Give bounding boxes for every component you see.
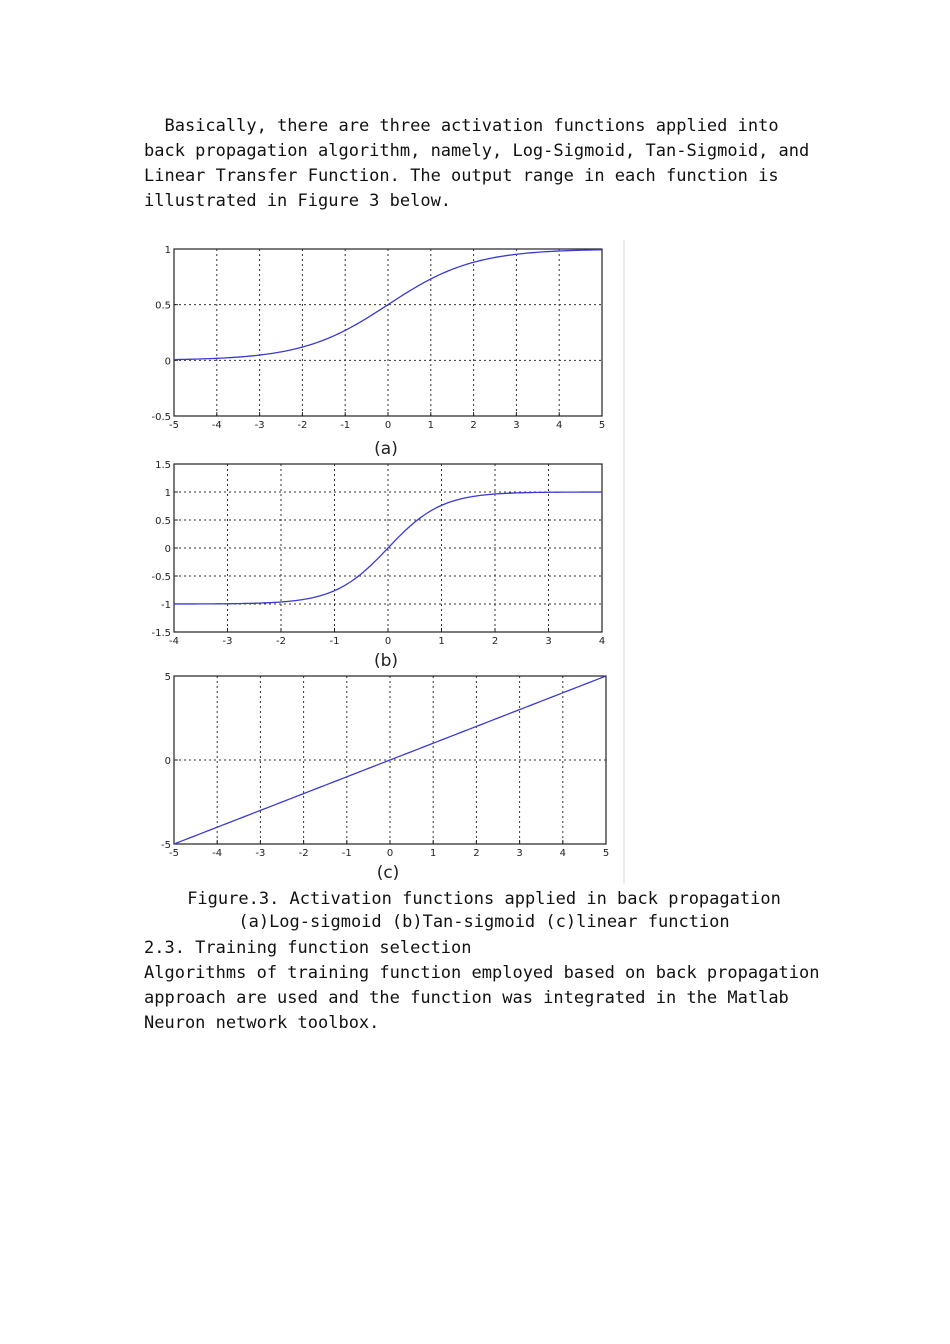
intro-paragraph: Basically, there are three activation functions applied into back propagation algorithm, namely, Log-Sigmoid, Tan-Sigmoid, and Linear Transfer Function. The output range in each function is illustrated in Figure 3 below. [144, 116, 820, 211]
x-tick-label: -2 [298, 848, 309, 859]
data-point [441, 505, 443, 507]
y-tick-label: 1 [164, 488, 171, 499]
y-tick-label: -1.5 [151, 628, 171, 639]
data-point [548, 491, 550, 493]
data-point [430, 278, 432, 280]
x-tick-label: 4 [556, 420, 563, 431]
data-point [216, 358, 218, 360]
y-tick-label: 5 [164, 672, 171, 683]
x-tick-label: -1 [340, 420, 351, 431]
x-tick-label: -2 [276, 636, 286, 647]
panel-sublabel: (b) [373, 651, 399, 671]
x-tick-label: 4 [598, 636, 606, 647]
y-tick-label: 0 [164, 356, 171, 368]
x-tick-label: -1 [329, 636, 340, 647]
x-tick-label: 1 [427, 420, 434, 431]
data-point [558, 250, 560, 252]
y-tick-label: 1.5 [155, 460, 171, 471]
x-tick-label: 0 [386, 848, 394, 859]
x-tick-label: 0 [384, 420, 392, 431]
y-tick-label: 1 [164, 245, 171, 256]
x-tick-label: -1 [341, 848, 352, 859]
y-tick-label: 0 [164, 756, 171, 767]
x-tick-label: -5 [169, 420, 179, 431]
data-point [173, 603, 175, 605]
y-tick-label: -1 [161, 600, 171, 611]
data-point [173, 359, 175, 361]
data-point [605, 675, 607, 677]
data-point [259, 354, 261, 356]
x-tick-label: 1 [430, 848, 437, 859]
data-point [302, 346, 304, 348]
x-tick-label: 4 [559, 848, 566, 859]
x-tick-label: 2 [491, 636, 499, 647]
y-tick-label: 0.5 [155, 300, 171, 312]
x-tick-label: -5 [169, 848, 179, 859]
activation-functions-figure [140, 240, 626, 884]
x-tick-label: -3 [254, 420, 265, 431]
figure-caption-line2: (a)Log-sigmoid (b)Tan-sigmoid (c)linear function [238, 912, 730, 932]
x-tick-label: -2 [297, 420, 308, 431]
x-tick-label: 2 [473, 848, 480, 859]
x-tick-label: 2 [470, 420, 477, 431]
x-tick-label: 3 [513, 420, 520, 431]
data-point [494, 493, 496, 495]
x-tick-label: -3 [255, 848, 266, 859]
section-heading: 2.3. Training function selection [144, 938, 472, 958]
y-tick-label: 0 [164, 544, 171, 555]
x-tick-label: 1 [438, 636, 445, 647]
x-tick-label: -4 [212, 848, 223, 859]
data-point [227, 603, 229, 605]
data-point [387, 304, 389, 306]
x-tick-label: 3 [516, 848, 523, 859]
x-tick-label: 3 [545, 636, 552, 647]
y-tick-label: -5 [161, 840, 171, 851]
x-tick-label: -3 [222, 636, 233, 647]
x-tick-label: 5 [602, 848, 610, 859]
y-tick-label: -0.5 [151, 572, 171, 583]
x-tick-label: 5 [598, 420, 606, 431]
data-point [516, 253, 518, 255]
x-tick-label: 0 [384, 636, 392, 647]
x-tick-label: -4 [211, 420, 222, 431]
figure-caption-line1: Figure.3. Activation functions applied in back propagation [187, 889, 781, 909]
data-point [344, 330, 346, 332]
data-point [601, 491, 603, 493]
y-tick-label: -0.5 [151, 412, 171, 423]
panel-sublabel: (c) [376, 863, 400, 883]
y-tick-label: 0.5 [155, 516, 171, 527]
x-tick-label: -4 [169, 636, 179, 647]
data-point [601, 249, 603, 251]
data-point [473, 261, 475, 263]
data-point [334, 590, 336, 592]
body-paragraph: Algorithms of training function employed based on back propagation approach are used and the function was integrated in the Matlab Neuron network toolbox. [144, 963, 830, 1033]
panel-sublabel: (a) [374, 439, 398, 459]
data-point [280, 601, 282, 603]
data-point [387, 547, 389, 549]
data-point [173, 843, 175, 845]
figure-3 [140, 240, 626, 884]
